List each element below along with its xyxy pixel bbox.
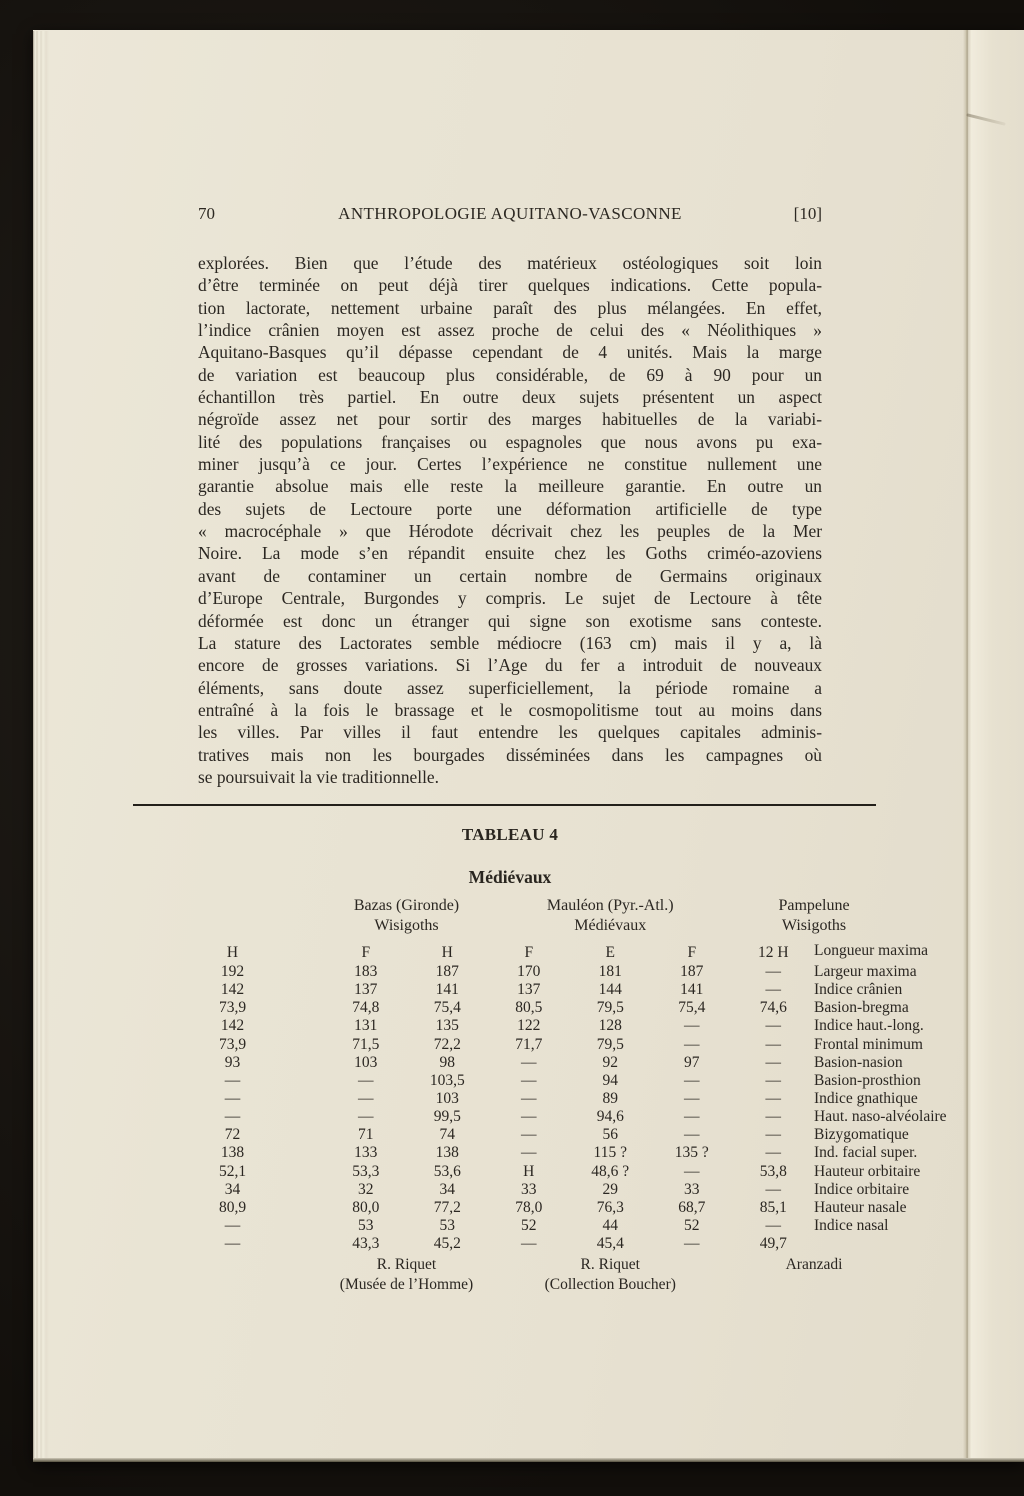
cell-value: — (765, 1053, 781, 1071)
cell-value: — (684, 1035, 700, 1053)
cell-value: — (765, 1108, 781, 1126)
cell-value: 33 (521, 1180, 537, 1198)
group-subname: Wisigoths (781, 917, 847, 934)
page-edge-stack (33, 31, 49, 1460)
cell-value: — (521, 1235, 537, 1253)
paragraph-line: se poursuivait la vie traditionnelle. (198, 766, 439, 787)
cell-value: — (765, 1216, 781, 1234)
cell-value: — (358, 1089, 374, 1107)
paragraph-line: tion lactorate, nettement urbaine paraît des plus mélangées. En effet, (198, 297, 822, 318)
cell-value: — (684, 1017, 700, 1035)
cell-value: 45,4 (596, 1235, 624, 1253)
cell-value: 72,2 (433, 1035, 461, 1053)
row-label: Indice orbitaire (814, 1180, 910, 1198)
row-label: Haut. naso-alvéolaire (814, 1108, 947, 1126)
paragraph-line: l’indice crânien moyen est assez proche de celui des « Néolithiques » (198, 320, 822, 341)
page-number: 70 (198, 204, 215, 223)
paragraph-line: Aquitano-Basques qu’il dépasse cependant de 4 unités. Mais la marge (198, 342, 822, 363)
paragraph-line: garantie absolue mais elle reste la meilleure garantie. En outre un (198, 476, 822, 497)
attribution-detail: (Musée de l’Homme) (339, 1276, 474, 1294)
cell-value: 80,9 (218, 1198, 247, 1216)
group-subname: Wisigoths (374, 917, 439, 934)
cell-value: — (224, 1216, 241, 1234)
cell-value: 53 (439, 1216, 455, 1234)
cell-value: 43,3 (352, 1235, 380, 1253)
cell-value: — (684, 1235, 700, 1253)
cell-value: 79,5 (596, 999, 624, 1017)
paragraph-line: des sujets de Lectoure porte une déformation artificielle de type (198, 498, 822, 519)
cell-value: 181 (598, 963, 622, 980)
paragraph-line: les villes. Par villes il faut entendre les quelques capitales adminis- (198, 722, 822, 743)
paragraph-line: entraîné à la fois le brassage et le cosmopolitisme tout au moins dans (198, 699, 822, 720)
cell-value: 141 (680, 981, 704, 999)
attribution-mauleon (488, 1253, 733, 1294)
cell-value: 71,5 (352, 1035, 380, 1053)
cell-value: 131 (354, 1017, 378, 1035)
cell-value: 187 (680, 963, 704, 980)
column-header: H (226, 944, 239, 961)
cell-value: 73,9 (218, 999, 247, 1017)
cell-value: — (521, 1108, 537, 1126)
cell-value: 115 ? (593, 1144, 627, 1162)
cell-value: 77,2 (433, 1198, 461, 1216)
paragraph-line: La stature des Lactorates semble médiocre (163 cm) mais il y a, là (198, 632, 822, 653)
group-name: Pampelune (778, 897, 850, 914)
cell-value: — (684, 1071, 700, 1089)
row-label: Basion-prosthion (814, 1071, 921, 1089)
cell-value: — (358, 1071, 374, 1089)
table-subtitle: Médiévaux (468, 867, 552, 887)
cell-value: 142 (220, 981, 245, 999)
column-header: H (441, 944, 453, 961)
paragraph-line: d’Europe Centrale, Burgondes y compris. Le sujet de Lectoure à tête (198, 588, 822, 609)
attribution-name: R. Riquet (580, 1256, 640, 1274)
column-header: 12 H (757, 944, 789, 961)
row-label: Indice haut.-long. (814, 1017, 924, 1035)
row-label: Basion-nasion (814, 1053, 903, 1071)
paragraph-line: « macrocéphale » que Hérodote décrivait chez les peuples de la Mer (198, 521, 822, 542)
cell-value: — (765, 981, 781, 999)
cell-value: 52 (521, 1216, 537, 1234)
cell-value: 49,7 (759, 1235, 787, 1253)
facing-page-edge (971, 30, 1024, 1462)
cell-value: 137 (517, 981, 541, 999)
cell-value: — (521, 1071, 537, 1089)
cell-value: — (521, 1144, 537, 1162)
cell-value: 53 (358, 1216, 374, 1234)
row-label: Bizygomatique (814, 1126, 909, 1144)
cell-value: — (521, 1089, 537, 1107)
cell-value: 79,5 (596, 1035, 624, 1053)
cell-value: — (224, 1108, 241, 1126)
cell-value: 34 (439, 1180, 455, 1198)
cell-value: — (684, 1162, 700, 1180)
cell-value: — (765, 1071, 781, 1089)
cell-value: 33 (684, 1180, 700, 1198)
cell-value: 74,6 (759, 999, 787, 1017)
cell-value: 78,0 (515, 1198, 543, 1216)
cell-value: 45,2 (433, 1235, 461, 1253)
attribution-name: R. Riquet (376, 1256, 437, 1274)
cell-value: 74,8 (352, 999, 380, 1017)
cell-value: — (765, 1126, 781, 1144)
cell-value: 29 (602, 1180, 618, 1198)
cell-value: 93 (224, 1053, 241, 1071)
paragraph-line: d’être terminée on peut déjà tirer quelques indications. Cette popula- (198, 275, 822, 296)
cell-value: — (224, 1089, 241, 1107)
cell-value: 135 (435, 1017, 459, 1035)
cell-value: 141 (435, 981, 459, 999)
cell-value: 138 (220, 1144, 245, 1162)
group-subname: Médiévaux (574, 917, 647, 934)
cell-value: 48,6 ? (591, 1162, 630, 1180)
group-name: Mauléon (Pyr.-Atl.) (546, 897, 674, 914)
label-column-spacer (140, 896, 325, 942)
folio-reference: [10] (793, 204, 822, 223)
section-divider-rule (133, 804, 876, 806)
table-title: TABLEAU 4 (461, 825, 559, 844)
cell-value: — (765, 963, 781, 980)
paragraph-line: explorées. Bien que l’étude des matérieux ostéologiques soit loin (198, 253, 822, 273)
row-label: Indice nasal (814, 1216, 889, 1234)
cell-value: 89 (602, 1089, 618, 1107)
cell-value: 75,4 (678, 999, 706, 1017)
cell-value: 76,3 (596, 1198, 624, 1216)
group-header-bazas (325, 896, 488, 942)
cell-value: 44 (602, 1216, 618, 1234)
cell-value: — (521, 1053, 537, 1071)
row-label: Frontal minimum (814, 1035, 923, 1053)
cell-value: 32 (358, 1180, 374, 1198)
attribution-name: Aranzadi (785, 1256, 843, 1274)
cell-value: 133 (354, 1144, 378, 1162)
paragraph-line: miner jusqu’à ce jour. Certes l’expérience ne constitue nullement une (198, 454, 822, 475)
cell-value: 137 (354, 981, 378, 999)
paragraph-line: tratives mais non les bourgades disséminées dans les campagnes où (198, 744, 822, 765)
paragraph-line: déformée est donc un étranger qui signe son exotisme sans conteste. (198, 610, 822, 631)
row-label: Indice crânien (814, 981, 903, 999)
running-title: ANTHROPOLOGIE AQUITANO-VASCONNE (338, 204, 682, 223)
cell-value: — (765, 1144, 781, 1162)
paragraph-line: de variation est beaucoup plus considérable, de 69 à 90 pour un (198, 364, 822, 385)
cell-value: 144 (598, 981, 622, 999)
group-name: Bazas (Gironde) (353, 897, 460, 914)
cell-value: 52 (684, 1216, 700, 1234)
column-header: E (605, 944, 615, 961)
cell-value: 187 (435, 963, 459, 980)
cell-value: — (521, 1126, 537, 1144)
running-header (198, 204, 822, 224)
cell-value: 68,7 (678, 1198, 706, 1216)
cell-value: — (765, 1089, 781, 1107)
page-bottom-edge (33, 1458, 1024, 1462)
cell-value: 103 (354, 1053, 378, 1071)
cell-value: 80,5 (515, 999, 543, 1017)
cell-value: — (765, 1180, 781, 1198)
column-header: F (687, 944, 697, 961)
row-label: Indice gnathique (814, 1089, 918, 1107)
row-label: Largeur maxima (814, 963, 917, 980)
cell-value: 103,5 (429, 1071, 465, 1089)
cell-value: 53,8 (759, 1162, 787, 1180)
cell-value: 99,5 (433, 1108, 461, 1126)
attribution-detail: (Collection Boucher) (544, 1276, 676, 1294)
cell-value: — (224, 1235, 241, 1253)
cell-value: 52,1 (218, 1162, 247, 1180)
cell-value: 34 (224, 1180, 241, 1198)
cell-value: 71 (358, 1126, 374, 1144)
book-spine-fold (963, 30, 971, 1462)
cell-value: — (684, 1089, 700, 1107)
row-label: Ind. facial super. (814, 1144, 918, 1162)
cell-value: 170 (517, 963, 541, 980)
cell-value: 97 (684, 1053, 700, 1071)
cell-value: 80,0 (352, 1198, 380, 1216)
cell-value: H (523, 1162, 535, 1180)
paragraph-line: avant de contaminer un certain nombre de Germains originaux (198, 565, 822, 586)
cell-value: 53,6 (433, 1162, 461, 1180)
cell-value: 72 (224, 1126, 241, 1144)
cell-value: 142 (220, 1017, 245, 1035)
cell-value: 94,6 (596, 1108, 624, 1126)
row-label: Hauteur nasale (814, 1198, 907, 1216)
measurement-table (140, 896, 947, 1294)
cell-value: 53,3 (352, 1162, 380, 1180)
paragraph-line: négroïde assez net pour sortir des marges habituelles de la variabi- (198, 409, 822, 430)
cell-value: 103 (435, 1089, 459, 1107)
row-label: Hauteur orbitaire (814, 1162, 921, 1180)
column-header: F (361, 944, 371, 961)
cell-value: 128 (598, 1017, 622, 1035)
cell-value: 135 ? (674, 1144, 709, 1162)
cell-value: 73,9 (218, 1035, 247, 1053)
paragraph-line: Noire. La mode s’en répandit ensuite chez les Goths criméo-azoviens (198, 543, 822, 564)
cell-value: 71,7 (515, 1035, 543, 1053)
cell-value: 85,1 (759, 1198, 787, 1216)
group-header-mauleon (488, 896, 733, 942)
cell-value: 74 (439, 1126, 455, 1144)
cell-value: 56 (602, 1126, 618, 1144)
attribution-pampelune (733, 1253, 896, 1274)
cell-value: 192 (220, 963, 245, 980)
cell-value: 75,4 (433, 999, 461, 1017)
paragraph-line: lité des populations françaises ou espagnoles que nous avons pu exa- (198, 431, 822, 452)
group-header-pampelune (733, 896, 896, 942)
cell-value: 92 (602, 1053, 618, 1071)
cell-value: — (765, 1017, 781, 1035)
cell-value: 94 (602, 1071, 618, 1089)
body-paragraph (198, 252, 822, 788)
paragraph-line: échantillon très partiel. En outre deux sujets présentent un aspect (198, 387, 822, 408)
row-label: Basion-bregma (814, 999, 909, 1017)
attribution-bazas (325, 1253, 488, 1294)
cell-value: — (358, 1108, 374, 1126)
paragraph-line: encore de grosses variations. Si l’Age du fer a introduit de nouveaux (198, 655, 822, 676)
cell-value: 183 (354, 963, 378, 980)
cell-value: — (684, 1126, 700, 1144)
row-label: Longueur maxima (814, 942, 929, 959)
cell-value: — (684, 1108, 700, 1126)
cell-value: — (765, 1035, 781, 1053)
cell-value: 98 (439, 1053, 455, 1071)
column-header: F (524, 944, 534, 961)
cell-value: 138 (435, 1144, 459, 1162)
paragraph-line: éléments, sans doute assez superficiellement, la période romaine a (198, 677, 822, 698)
cell-value: — (224, 1071, 241, 1089)
cell-value: 122 (517, 1017, 541, 1035)
